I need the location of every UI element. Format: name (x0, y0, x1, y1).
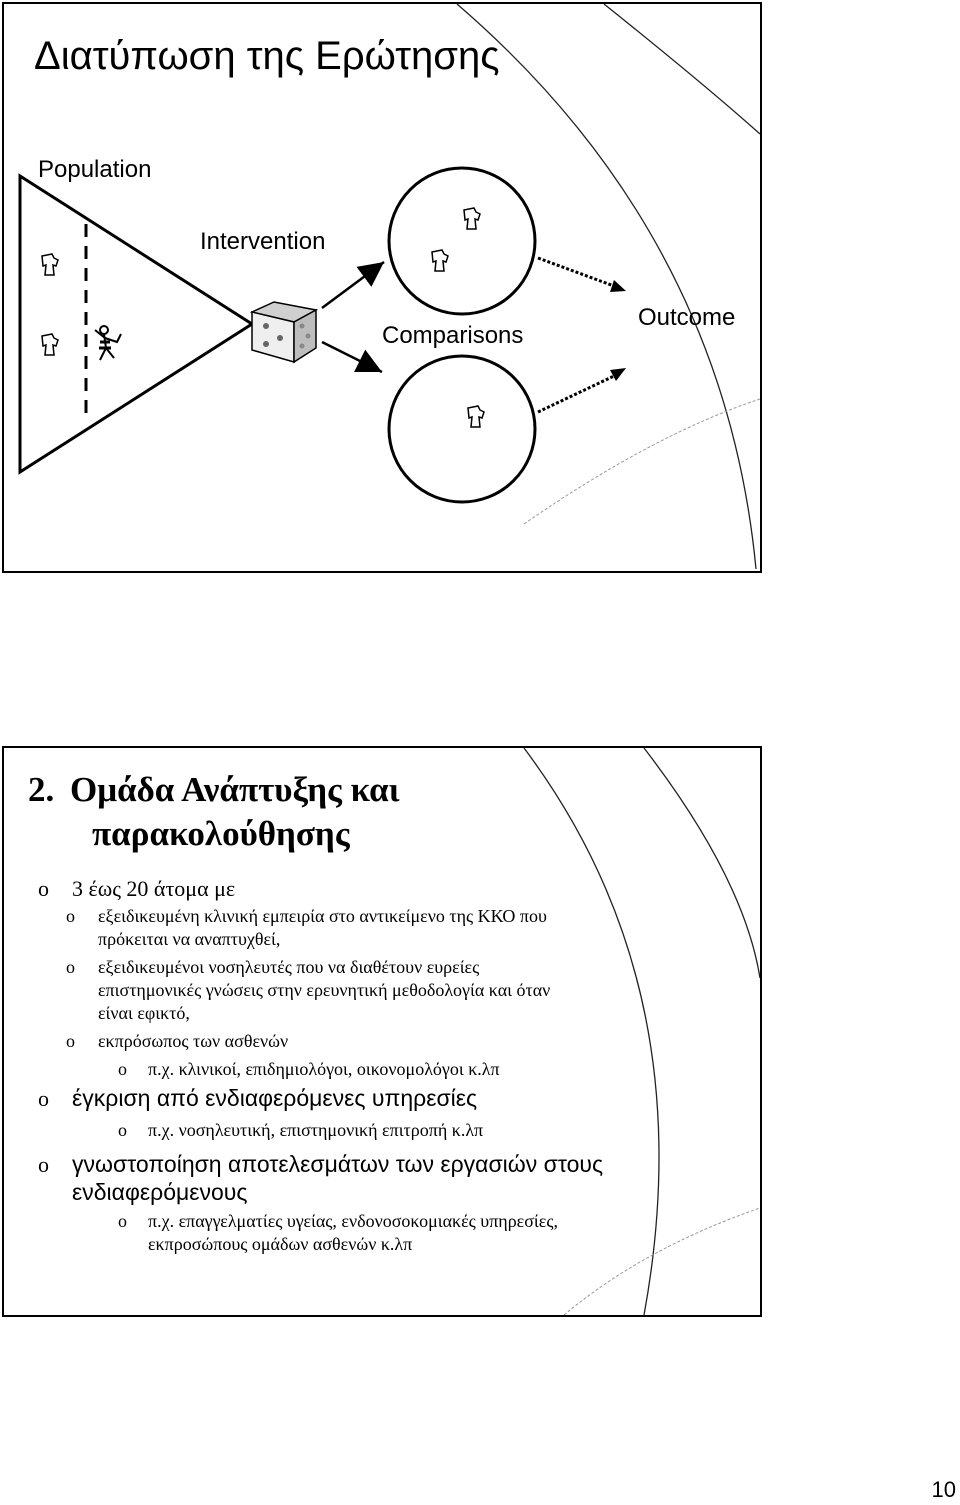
bullet-marker: o (38, 1086, 49, 1111)
bullet-marker: o (66, 1031, 75, 1051)
slide-title-line-2: παρακολούθησης (92, 814, 350, 853)
bullet-marker: o (118, 1059, 127, 1079)
list-item-clinical-experience: εξειδικευμένη κλινική εμπειρία στο αντικείμενο της ΚΚΟ που (98, 906, 547, 926)
dice-icon (252, 302, 316, 362)
arrow-to-comparison-group (322, 342, 382, 372)
outcome-label: Outcome (638, 304, 736, 331)
list-item-nurses: εξειδικευμένοι νοσηλευτές που να διαθέτουν ευρείες (98, 957, 480, 977)
bullet-marker: o (66, 906, 75, 926)
bullet-marker: o (118, 1211, 127, 1231)
bullet-marker: o (118, 1120, 127, 1140)
list-item-communication: γνωστοποίηση αποτελεσμάτων των εργασιών στους (72, 1151, 604, 1177)
slide-title: Διατύπωση της Ερώτησης (34, 34, 500, 78)
intervention-group-circle (389, 168, 535, 314)
list-item-example-professionals: π.χ. επαγγελματίες υγείας, ενδονοσοκομιακές υπηρεσίες, (148, 1211, 558, 1231)
population-triangle (20, 176, 252, 472)
arrow-to-intervention-group (322, 262, 384, 308)
list-item-communication-cont: ενδιαφερόμενους (72, 1179, 248, 1205)
list-item-team-size: 3 έως 20 άτομα με (72, 876, 236, 901)
arrow-to-outcome-bottom (538, 376, 614, 412)
slide-title-number: 2. (28, 770, 55, 809)
arrow-to-outcome-top (538, 258, 614, 286)
comparison-group-circle (389, 356, 535, 502)
slide-development-team (2, 746, 762, 1317)
person-icon (42, 334, 58, 355)
comparisons-label: Comparisons (382, 322, 524, 349)
population-label: Population (38, 156, 152, 183)
page-number: 10 (931, 1477, 956, 1502)
list-item-nurses-cont-1: επιστημονικές γνώσεις στην ερευνητική μεθοδολογία και όταν (98, 980, 551, 1000)
list-item-nurses-cont-2: είναι εφικτό, (98, 1003, 190, 1023)
list-item-example-professionals-cont: εκπροσώπους ομάδων ασθενών κ.λπ (148, 1234, 413, 1254)
bullet-marker: o (38, 876, 49, 901)
dancing-person-icon (95, 326, 121, 360)
person-icon (42, 254, 58, 275)
slide-picot-diagram (2, 2, 762, 573)
slide-title-line-1: Ομάδα Ανάπτυξης και (70, 770, 400, 809)
intervention-label: Intervention (200, 228, 326, 255)
list-item-example-committee: π.χ. νοσηλευτική, επιστημονική επιτροπή κ.λπ (148, 1120, 484, 1140)
list-item-clinical-experience-cont: πρόκειται να αναπτυχθεί, (98, 929, 281, 949)
bullet-marker: o (66, 957, 75, 977)
list-item-approval: έγκριση από ενδιαφερόμενες υπηρεσίες (72, 1085, 478, 1111)
list-item-example-clinicians: π.χ. κλινικοί, επιδημιολόγοι, οικονομολόγοι κ.λπ (148, 1059, 500, 1079)
list-item-patient-representative: εκπρόσωπος των ασθενών (98, 1031, 289, 1051)
picot-diagram (4, 4, 760, 571)
bullet-marker: o (38, 1152, 49, 1177)
